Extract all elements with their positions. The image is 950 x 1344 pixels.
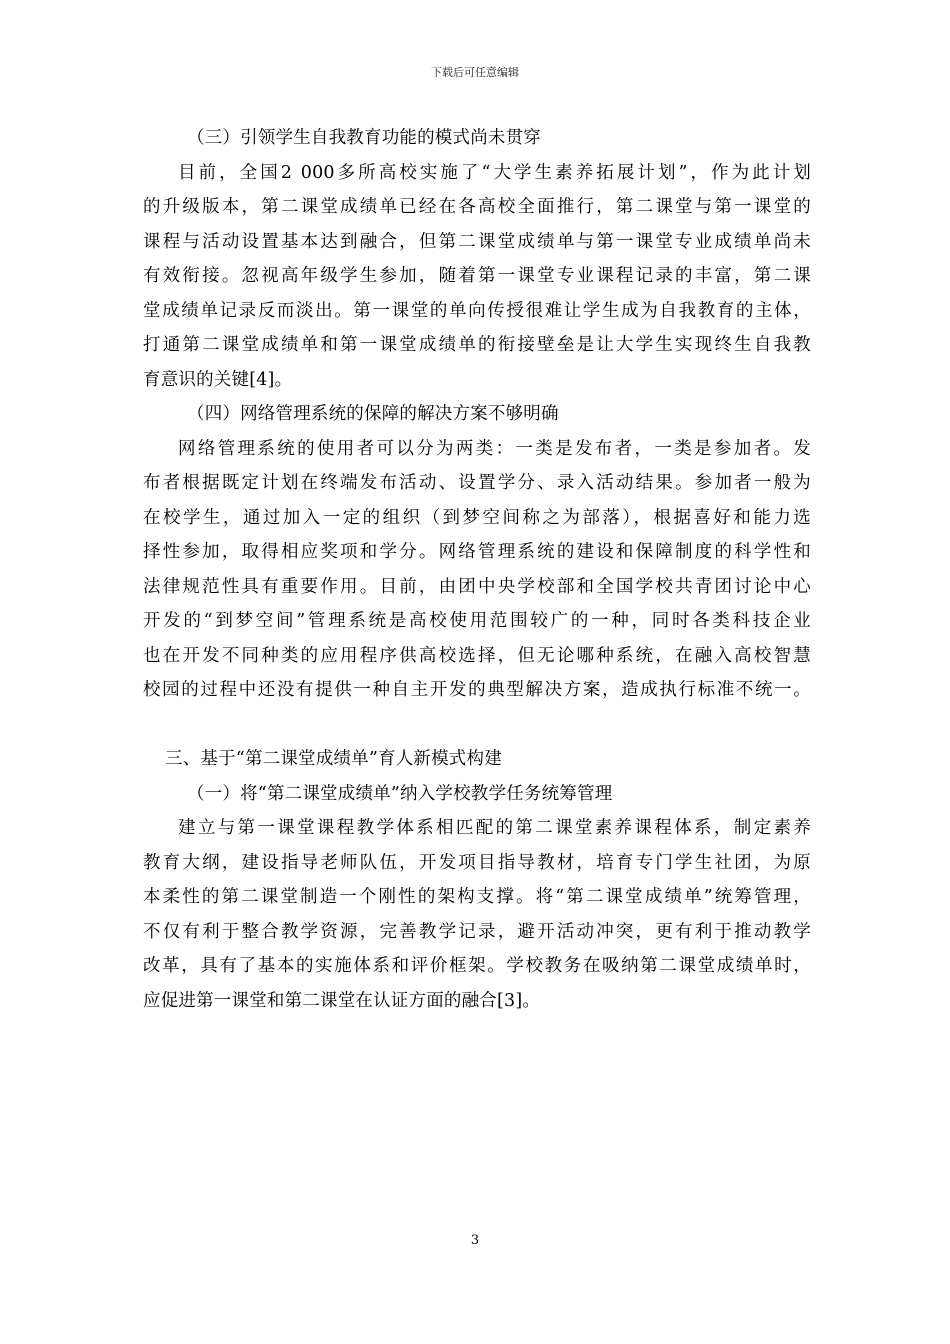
- paragraph-line: 开发的“到梦空间”管理系统是高校使用范围较广的一种，同时各类科技企业: [143, 611, 811, 631]
- paragraph-line: 堂成绩单记录反而淡出。第一课堂的单向传授很难让学生成为自我教育的主体，: [143, 300, 811, 321]
- paragraph-line: 也在开发不同种类的应用程序供高校选择，但无论哪种系统，在融入高校智慧: [143, 645, 811, 666]
- page-header: 下载后可任意编辑: [431, 66, 519, 79]
- paragraph-line: 改革，具有了基本的实施体系和评价框架。学校教务在吸纳第二课堂成绩单时，: [143, 956, 811, 976]
- paragraph-line: 的升级版本，第二课堂成绩单已经在各高校全面推行，第二课堂与第一课堂的: [143, 197, 811, 217]
- paragraph-line: 择性参加，取得相应奖项和学分。网络管理系统的建设和保障制度的科学性和: [143, 542, 811, 562]
- paragraph-line: 本柔性的第二课堂制造一个刚性的架构支撑。将“第二课堂成绩单”统筹管理，: [143, 887, 811, 907]
- paragraph-line: 建立与第一课堂课程教学体系相匹配的第二课堂素养课程体系，制定素养: [178, 818, 811, 838]
- paragraph-line: 打通第二课堂成绩单和第一课堂成绩单的衔接壁垒是让大学生实现终生自我教: [143, 335, 811, 355]
- document-body: [143, 121, 811, 1018]
- section-title: 三、基于“第二课堂成绩单”育人新模式构建: [165, 749, 502, 769]
- paragraph-line: 法律规范性具有重要作用。目前，由团中央学校部和全国学校共青团讨论中心: [143, 576, 811, 597]
- paragraph-line: 目前，全国2 000多所高校实施了“大学生素养拓展计划”，作为此计划: [178, 162, 811, 183]
- blank-line: [143, 708, 811, 743]
- paragraph-line: 网络管理系统的使用者可以分为两类：一类是发布者，一类是参加者。发: [178, 438, 811, 459]
- paragraph-line: 有效衔接。忽视高年级学生参加，随着第一课堂专业课程记录的丰富，第二课: [143, 266, 811, 286]
- paragraph-line: 育意识的关键[4]。: [143, 369, 293, 390]
- paragraph-line: 课程与活动设置基本达到融合，但第二课堂成绩单与第一课堂专业成绩单尚未: [143, 231, 811, 252]
- subsection-heading: （三）引领学生自我教育功能的模式尚未贯穿: [187, 128, 541, 148]
- paragraph-line: 不仅有利于整合教学资源，完善教学记录，避开活动冲突，更有利于推动教学: [143, 921, 811, 942]
- subsection-heading: （四）网络管理系统的保障的解决方案不够明确: [187, 404, 559, 424]
- paragraph-line: 应促进第一课堂和第二课堂在认证方面的融合[3]。: [143, 990, 541, 1011]
- page-number: 3: [470, 1233, 480, 1248]
- paragraph-line: 布者根据既定计划在终端发布活动、设置学分、录入活动结果。参加者一般为: [143, 473, 811, 493]
- paragraph-line: 校园的过程中还没有提供一种自主开发的典型解决方案，造成执行标准不统一。: [143, 680, 811, 700]
- subsection-heading: （一）将“第二课堂成绩单”纳入学校教学任务统筹管理: [187, 783, 613, 804]
- paragraph-line: 在校学生，通过加入一定的组织（到梦空间称之为部落），根据喜好和能力选: [143, 507, 811, 528]
- paragraph-line: 教育大纲，建设指导老师队伍，开发项目指导教材，培育专门学生社团，为原: [143, 852, 811, 873]
